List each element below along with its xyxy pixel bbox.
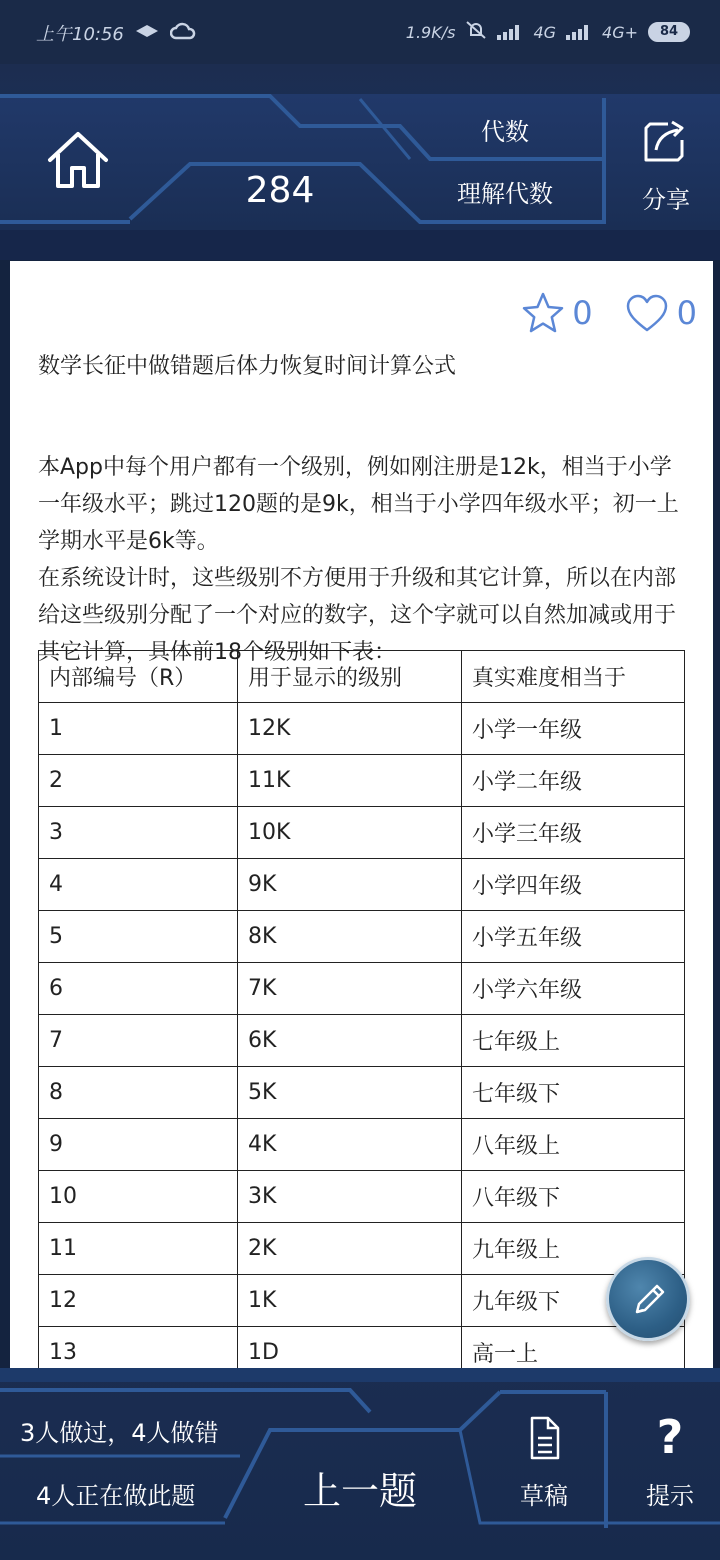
table-cell: 12 [39,1275,238,1327]
table-cell: 6 [39,963,238,1015]
header [0,64,720,260]
table-header-row [39,651,685,703]
heart-icon [625,293,669,333]
table-cell: 9 [39,1119,238,1171]
table-cell: 11 [39,1223,238,1275]
table-cell: 九年级下 [462,1275,685,1327]
attempt-stats: 3人做过，4人做错 [20,1419,219,1447]
table-cell: 小学四年级 [462,859,685,911]
pencil-icon [629,1280,669,1320]
status-time: 上午10:56 [36,24,124,45]
table-cell: 13 [39,1327,238,1369]
table-cell: 5K [238,1067,462,1119]
cloud-icon [170,22,196,45]
share-label: 分享 [642,186,690,214]
question-number: 284 [245,170,315,211]
draft-label: 草稿 [520,1482,568,1510]
table-cell: 4 [39,859,238,911]
table-row [39,963,685,1015]
active-users-stats: 4人正在做此题 [36,1482,196,1510]
table-cell: 高一上 [462,1327,685,1369]
share-button[interactable] [612,104,720,244]
favorite-count: 0 [572,294,593,332]
table-cell: 小学二年级 [462,755,685,807]
hint-button[interactable] [620,1408,720,1518]
question-body [38,449,686,671]
question-title: 数学长征中做错题后体力恢复时间计算公式 [38,354,457,379]
share-icon [642,118,686,164]
table-row [39,1015,685,1067]
table-cell: 九年级上 [462,1223,685,1275]
subcategory-button[interactable]: 理解代数 [457,180,553,208]
question-mark-icon: ? [656,1410,684,1464]
draft-button[interactable] [494,1408,594,1518]
like-button[interactable] [625,293,697,333]
table-cell: 7 [39,1015,238,1067]
battery-indicator: 84 [648,22,690,42]
table-row [39,755,685,807]
counters [502,291,697,335]
bottom-bar [0,1368,720,1560]
edit-answer-button[interactable] [606,1257,690,1341]
table-header-cell: 用于显示的级别 [238,651,462,703]
table-cell: 9K [238,859,462,911]
table-row [39,1171,685,1223]
table-row [39,1067,685,1119]
category-button[interactable]: 代数 [481,118,529,146]
mute-icon [465,20,487,44]
table-cell: 小学六年级 [462,963,685,1015]
home-button[interactable] [40,124,116,200]
table-row [39,859,685,911]
table-cell: 小学三年级 [462,807,685,859]
table-cell: 10 [39,1171,238,1223]
table-cell: 七年级上 [462,1015,685,1067]
table-cell: 6K [238,1015,462,1067]
table-cell: 2 [39,755,238,807]
hint-label: 提示 [646,1482,694,1510]
question-content [10,261,713,1368]
home-icon [40,124,116,200]
table-row [39,1327,685,1369]
table-header-cell: 真实难度相当于 [462,651,685,703]
table-row [39,911,685,963]
table-cell: 7K [238,963,462,1015]
signal-icon [497,24,523,40]
table-cell: 七年级下 [462,1067,685,1119]
table-cell: 3K [238,1171,462,1223]
table-cell: 10K [238,807,462,859]
network-type-1: 4G [533,22,557,42]
like-count: 0 [676,294,697,332]
level-table [38,650,685,1368]
star-icon [522,291,564,335]
favorite-button[interactable] [522,291,592,335]
table-cell: 11K [238,755,462,807]
table-cell: 八年级上 [462,1119,685,1171]
table-row [39,807,685,859]
table-cell: 小学一年级 [462,703,685,755]
table-cell: 小学五年级 [462,911,685,963]
table-cell: 1D [238,1327,462,1369]
status-bar [0,0,720,64]
table-cell: 八年级下 [462,1171,685,1223]
table-cell: 8 [39,1067,238,1119]
table-row [39,1223,685,1275]
table-cell: 3 [39,807,238,859]
paragraph-1: 本App中每个用户都有一个级别，例如刚注册是12k，相当于小学一年级水平；跳过120题的是9k，相当于小学四年级水平；初一上学期水平是6k等。 [38,455,679,554]
table-row [39,1119,685,1171]
notification-icon [134,23,160,44]
table-cell: 5 [39,911,238,963]
table-header-cell: 内部编号（R） [39,651,238,703]
table-cell: 2K [238,1223,462,1275]
table-row [39,1275,685,1327]
table-cell: 1K [238,1275,462,1327]
table-cell: 12K [238,703,462,755]
paragraph-2: 在系统设计时，这些级别不方便用于升级和其它计算，所以在内部给这些级别分配了一个对应的数字，这个字就可以自然加减或用于其它计算，具体前18个级别如下表： [38,566,677,665]
table-row [39,703,685,755]
net-speed: 1.9K/s [405,22,456,42]
table-cell: 4K [238,1119,462,1171]
previous-question-button[interactable]: 上一题 [302,1469,417,1513]
document-icon [528,1416,560,1460]
network-type-2: 4G+ [602,22,638,42]
table-cell: 8K [238,911,462,963]
signal-icon-2 [566,24,592,40]
table-cell: 1 [39,703,238,755]
